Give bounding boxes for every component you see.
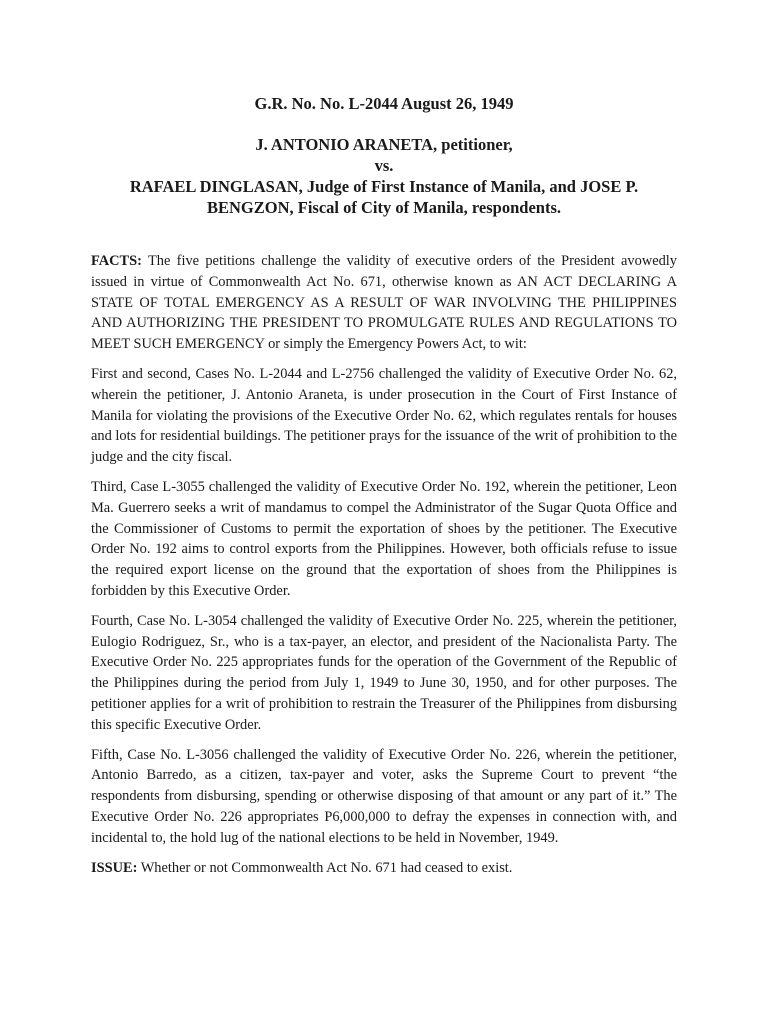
third-paragraph: Third, Case L-3055 challenged the validity of Executive Order No. 192, wherein the petitioner, Leon Ma. Guerrero seeks a writ of mandamus to compel the Administrator of the Sugar Quota Office and the Commissioner of Customs to permit the exportation of shoes by the petitioner. The Executive Order No. 192 aims to control exports from the Philippines. However, both officials refuse to issue the required export license on the ground that the exportation of shoes from the Philippines is forbidden by this Executive Order. [91, 478, 677, 599]
fifth-paragraph: Fifth, Case No. L-3056 challenged the validity of Executive Order No. 226, wherein the petitioner, Antonio Barredo, as a citizen, tax-payer and voter, asks the Supreme Court to prevent “the respondents from disbursing, spending or otherwise disposing of that amount or any part of it.” The Executive Order No. 226 appropriates P6,000,000 to defray the expenses in connection with, and incidental to, the hold lug of the national elections to be held in November, 1949. [91, 746, 677, 846]
facts-label: FACTS: [91, 253, 142, 269]
versus-line: vs. [374, 156, 394, 175]
issue-text: Whether or not Commonwealth Act No. 671 had ceased to exist. [137, 859, 513, 876]
petitioner-line: J. ANTONIO ARANETA, petitioner, [255, 135, 513, 154]
facts-text: The five petitions challenge the validity of executive orders of the President avowedly issued in virtue of Commonwealth Act No. 671, otherwise known as AN ACT DECLARING A STATE OF TOTAL EMERGENCY AS A RESULT OF WAR INVOLVING THE PHILIPPINES AND AUTHORIZING THE PRESIDENT TO PROMULGATE RULES AND REGULATIONS TO MEET SUCH EMERGENCY or simply the Emergency Powers Act, to wit: [91, 253, 677, 353]
issue-label: ISSUE: [91, 859, 138, 876]
facts-paragraph [91, 251, 677, 355]
document-body [91, 251, 677, 887]
respondents-line: RAFAEL DINGLASAN, Judge of First Instance of Manila, and JOSE P. BENGZON, Fiscal of City of Manila, respondents. [129, 177, 639, 217]
first-second-paragraph: First and second, Cases No. L-2044 and L-2756 challenged the validity of Executive Order No. 62, wherein the petitioner, J. Antonio Araneta, is under prosecution in the Court of First Instance of Manila for violating the provisions of the Executive Order No. 62, which regulates rentals for houses and lots for residential buildings. The petitioner prays for the issuance of the writ of prohibition to the judge and the city fiscal. [91, 365, 677, 466]
issue-paragraph [91, 858, 677, 879]
case-number-heading: G.R. No. No. L-2044 August 26, 1949 [254, 94, 514, 113]
fourth-paragraph: Fourth, Case No. L-3054 challenged the validity of Executive Order No. 225, wherein the petitioner, Eulogio Rodriguez, Sr., who is a tax-payer, an elector, and president of the Nacionalista Party. The Executive Order No. 225 appropriates funds for the operation of the Government of the Republic of the Philippines during the period from July 1, 1949 to June 30, 1950, and for other purposes. The petitioner applies for a writ of prohibition to restrain the Treasurer of the Philippines from disbursing this specific Executive Order. [91, 612, 677, 733]
